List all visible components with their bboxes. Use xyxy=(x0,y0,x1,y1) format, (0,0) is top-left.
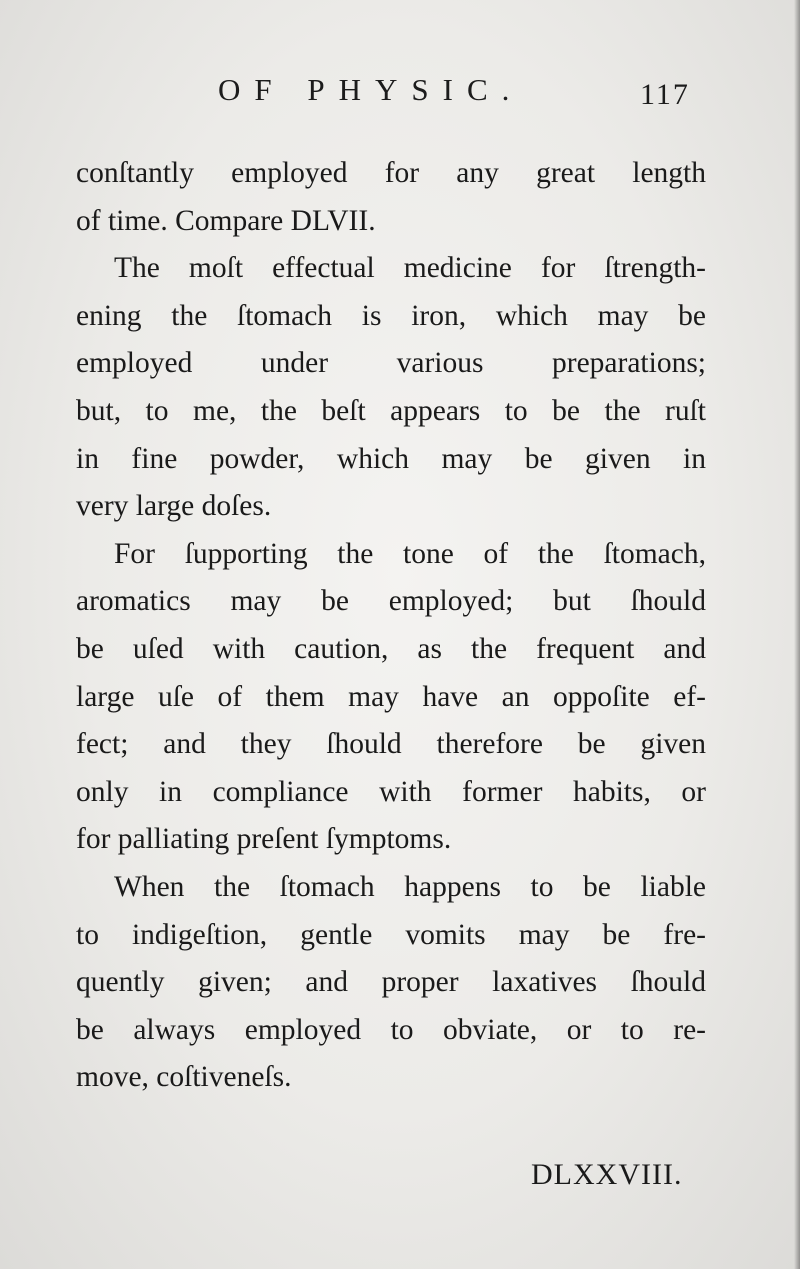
running-head xyxy=(0,72,800,122)
text-line: For ſupporting the tone of the ſtomach, xyxy=(114,537,706,570)
text-line: move, coſtiveneſs. xyxy=(76,1061,292,1094)
text-line: very large doſes. xyxy=(76,490,272,523)
text-line: only in compliance with former habits, or xyxy=(76,775,706,808)
text-line: large uſe of them may have an oppoſite ef- xyxy=(76,680,706,713)
running-head-title: OF PHYSIC. xyxy=(218,72,524,107)
catchword: DLXXVIII. xyxy=(531,1158,683,1191)
text-line: but, to me, the beſt appears to be the ruſt xyxy=(76,394,706,427)
text-line: to indigeſtion, gentle vomits may be fre- xyxy=(76,918,706,951)
text-line: ening the ſtomach is iron, which may be xyxy=(76,299,706,332)
text-line: for palliating preſent ſymptoms. xyxy=(76,823,452,856)
text-line: The moſt effectual medicine for ſtrength- xyxy=(114,252,706,285)
text-line: fect; and they ſhould therefore be given xyxy=(76,728,706,761)
page-number: 117 xyxy=(640,78,690,111)
text-line: in fine powder, which may be given in xyxy=(76,442,706,475)
text-line: aromatics may be employed; but ſhould xyxy=(76,585,706,618)
text-line: be uſed with caution, as the frequent and xyxy=(76,632,706,665)
text-line: employed under various preparations; xyxy=(76,347,706,380)
body-text xyxy=(76,150,706,1102)
text-line: be always employed to obviate, or to re- xyxy=(76,1013,706,1046)
text-line: quently given; and proper laxatives ſhould xyxy=(76,966,706,999)
text-line: When the ſtomach happens to be liable xyxy=(114,870,706,903)
text-line: of time. Compare DLVII. xyxy=(76,204,376,237)
text-line: conſtantly employed for any great length xyxy=(76,157,706,189)
